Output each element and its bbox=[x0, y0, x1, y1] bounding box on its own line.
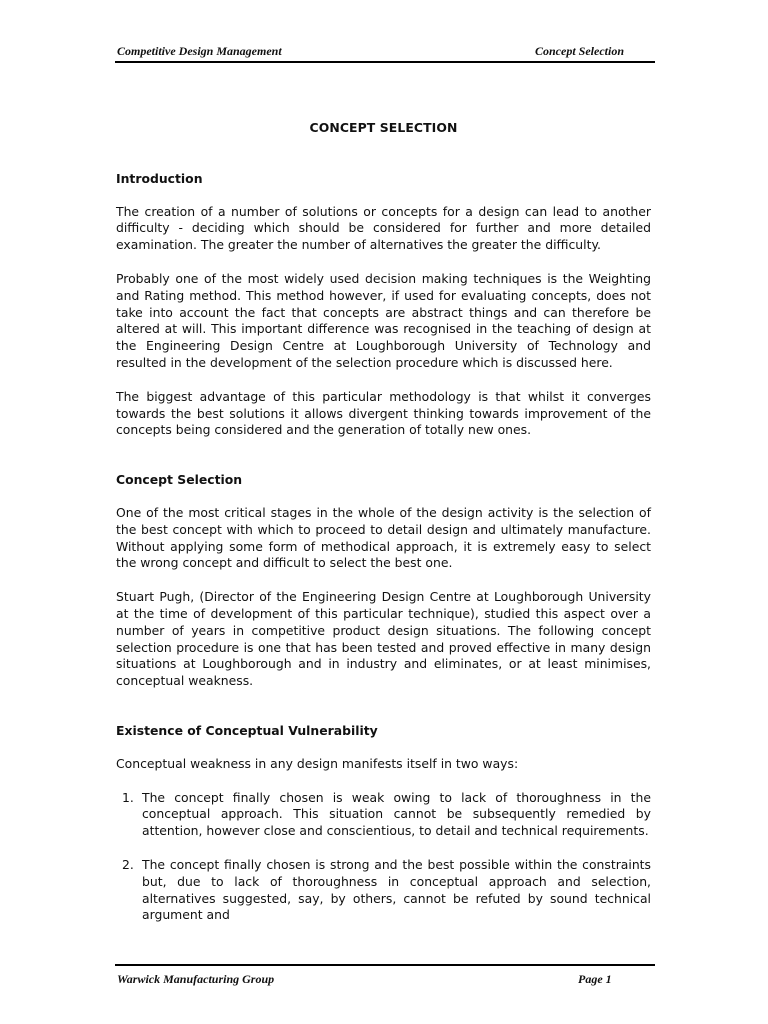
intro-paragraph-3: The biggest advantage of this particular methodology is that whilst it converges towards the best solutions it allows divergent thinking towards improvement of the concepts being considered and the generation of totally new ones. bbox=[116, 388, 651, 438]
list-item-text: The concept finally chosen is weak owing to lack of thoroughness in the conceptual approach. This situation cannot be subsequently remedied by attention, however close and conscientious, to detail and technical requirements. bbox=[142, 789, 651, 839]
intro-paragraph-2: Probably one of the most widely used decision making techniques is the Weighting and Rating method. This method however, if used for evaluating concepts, does not take into account the fact that concepts are abstract things and can therefore be altered at will. This important difference was recognised in the teaching of design at the Engineering Design Centre at Loughborough University of Technology and resulted in the development of the selection procedure which is discussed here. bbox=[116, 270, 651, 370]
heading-vulnerability: Existence of Conceptual Vulnerability bbox=[116, 722, 378, 738]
vulnerability-intro: Conceptual weakness in any design manifests itself in two ways: bbox=[116, 755, 519, 771]
list-item-text: The concept finally chosen is strong and the best possible within the constraints but, due to lack of thoroughness in conceptual approach and selection, alternatives suggested, say, by others, cannot be refuted by sound technical argument and bbox=[142, 856, 651, 923]
concept-paragraph-1: One of the most critical stages in the whole of the design activity is the selection of the best concept with which to proceed to detail design and ultimately manufacture. Without applying some form of methodical approach, it is extremely easy to select the wrong concept and difficult to select the best one. bbox=[116, 504, 651, 571]
concept-paragraph-2: Stuart Pugh, (Director of the Engineering Design Centre at Loughborough University at the time of development of this particular technique), studied this aspect over a number of years in competitive product design situations. The following concept selection procedure is one that has been tested and proved effective in many design situations at Loughborough and in industry and eliminates, or at least minimises, conceptual weakness. bbox=[116, 589, 651, 689]
page-title: CONCEPT SELECTION bbox=[309, 120, 458, 135]
footer-organization: Warwick Manufacturing Group bbox=[117, 972, 275, 986]
heading-introduction: Introduction bbox=[116, 170, 203, 186]
intro-paragraph-1: The creation of a number of solutions or concepts for a design can lead to another difficulty - deciding which should be considered for further and more detailed examination. The greater the number of alternatives the greater the difficulty. bbox=[116, 203, 651, 253]
heading-concept-selection: Concept Selection bbox=[116, 472, 243, 488]
footer-page-number: Page 1 bbox=[578, 972, 612, 986]
list-item bbox=[122, 857, 651, 924]
vulnerability-list bbox=[116, 790, 651, 925]
list-item bbox=[122, 790, 651, 840]
header-document-title: Competitive Design Management bbox=[117, 44, 282, 58]
document-body bbox=[116, 120, 651, 941]
list-item-number: 2. bbox=[122, 856, 134, 872]
page-footer bbox=[115, 964, 655, 985]
header-section-title: Concept Selection bbox=[535, 44, 624, 58]
page-header bbox=[115, 42, 655, 63]
list-item-number: 1. bbox=[122, 789, 134, 805]
